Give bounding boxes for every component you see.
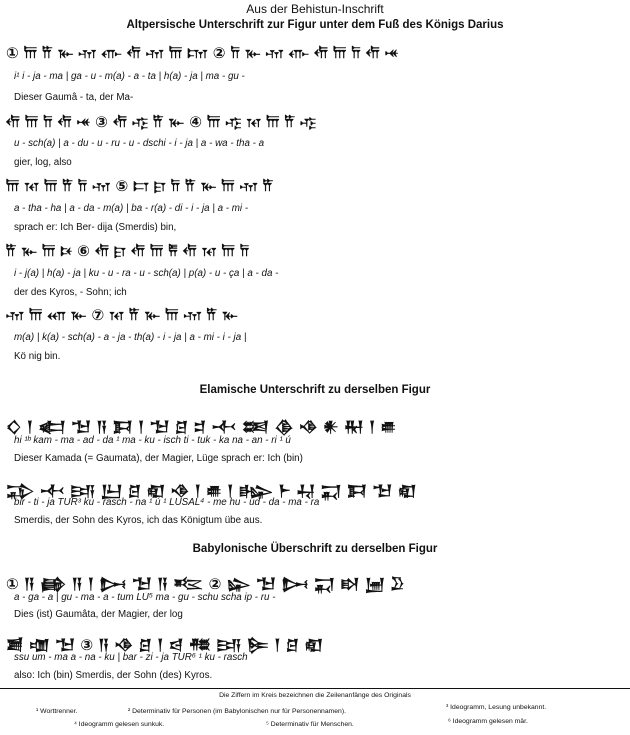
cuneiform-line: 𒋢 𒌝 𒈠 ③ 𒀀 𒈾 𒆪 𒁹 𒁀 𒍣 𒅀 𒌉 𒁹 𒆪 𒊏	[6, 636, 324, 654]
translation-line: Dieser Kamada (= Gaumata), der Magier, Lüge sprach er: Ich (bin)	[14, 453, 303, 464]
transliteration-line: hi ¹ᵇ kam - ma - ad - da ¹ ma - ku - isch ti - tuk - ka na - an - ri ¹ ú	[14, 435, 291, 446]
footnote-1: ¹ Worttrenner.	[36, 708, 78, 715]
cuneiform-line: 𐎶 𐎠 𐎧 𐎹 ⑦ 𐎰 𐎡 𐎹 𐎠 𐎶 𐎡 𐎹	[6, 306, 238, 324]
section-heading-babylonian: Babylonische Überschrift zu derselben Figur	[192, 543, 438, 555]
translation-line: Smerdis, der Sohn des Kyros, ich das Königtum übe aus.	[14, 515, 263, 526]
section-heading-elamite: Elamische Unterschrift zu derselben Figur	[199, 384, 431, 396]
transliteration-line: a - tha - ha | a - da - m(a) | ba - r(a) - di - i - ja | a - mi -	[14, 203, 249, 214]
transliteration-line: m(a) | k(a) - sch(a) - a - ja - th(a) - i - ja | a - mi - i - ja |	[14, 332, 247, 343]
footnote-circle-numbers: Die Ziffern im Kreis bezeichnen die Zeilenanfänge des Originals	[219, 692, 411, 699]
cuneiform-line: 𒁉 𒋾 𒅀 𒌨 𒆪 𒊏 𒈾 𒁹 𒌑 𒁹 𒈗 𒈨 𒄷 𒍑 𒁕 𒈠 𒊏	[6, 482, 417, 500]
footnote-2: ² Determinativ für Personen (im Babylonischen nur für Personennamen).	[128, 708, 346, 715]
footnote-6: ⁶ Ideogramm gelesen mâr.	[448, 718, 528, 725]
footnote-3: ³ Ideogramm, Lesung unbekannt.	[446, 704, 547, 711]
cuneiform-line: 𐎠 𐎰 𐎠 𐎡 𐎭 𐎶 ⑤ 𐎲 𐎼 𐎭 𐎡 𐎹 𐎠 𐎶 𐎡	[6, 177, 274, 195]
cuneiform-line: ① 𒀀 𒂵 𒀀 𒁹 𒄖 𒈠 𒀀 𒌈 ② 𒇽 𒈠 𒄖 𒍑 𒊭 𒅁 𒊒	[6, 575, 405, 593]
footnote-divider	[0, 688, 630, 689]
translation-line: Dieser Gaumâ - ta, der Ma-	[14, 92, 134, 103]
translation-line: sprach er: Ich Ber- dija (Smerdis) bin,	[14, 222, 177, 233]
translation-line: gier, log, also	[14, 157, 72, 168]
transliteration-line: a - ga - a | gu - ma - a - tum LÚ⁵ ma - gu - schu scha ip - ru -	[14, 592, 276, 603]
page-title: Aus der Behistun-Inschrift	[246, 2, 384, 16]
section-heading-old-persian: Altpersische Unterschrift zur Figur unter dem Fuß des Königs Darius	[126, 19, 504, 31]
cuneiform-line: 𐎢 𐎠 𐎭 𐎢 𐎽 ③ 𐎢 𐎺 𐎡 𐎹 ④ 𐎠 𐎺 𐎰 𐎠 𐎡 𐎺	[6, 113, 316, 131]
transliteration-line: i¹ i - ja - ma | ga - u - m(a) - a - ta | h(a) - ja | ma - gu -	[14, 71, 245, 82]
footnote-5: ⁵ Determinativ für Menschen.	[266, 721, 354, 728]
transliteration-line: u - sch(a) | a - du - u - ru - u - dschi - i - ja | a - wa - tha - a	[14, 138, 265, 149]
translation-line: Dies (ist) Gaumâta, der Magier, der log	[14, 609, 183, 620]
translation-line: der des Kyros, - Sohn; ich	[14, 287, 127, 298]
transliteration-line: bir - ti - ja TUR³ ku - rasch - na ¹ ú ¹ LUSAL⁴ - me hu - ud - da - ma - ra	[14, 497, 320, 508]
translation-line: Kö nig bin.	[14, 351, 61, 362]
cuneiform-line: 𒄭 𒁹 𒅗 𒈠 𒀀 𒁕 𒁹 𒈠 𒆪 𒄑 𒋾 𒌅 𒆠 𒈾 𒀭 𒊑 𒁹 𒌑	[6, 418, 397, 436]
footnote-4: ⁴ Ideogramm gelesen sunkuk.	[74, 721, 165, 728]
cuneiform-line: 𐎡 𐎹 𐎠 𐎴 ⑥ 𐎢 𐎼 𐎢 𐎠 𐎱 𐎢 𐎰 𐎠 𐎭	[6, 242, 250, 260]
transliteration-line: ssu um - ma a - na - ku | bar - zi - ja TUR⁶ ¹ ku - rasch	[14, 652, 248, 663]
cuneiform-line: ① 𐎠 𐎡 𐎹 𐎶 𐎥 𐎢 𐎶 𐎠 𐎫 ② 𐎭 𐎹 𐎶 𐎥 𐎢 𐎠 𐎭 𐎢 𐎽	[6, 44, 399, 62]
translation-line: also: Ich (bin) Smerdis, der Sohn (des) Kyros.	[14, 670, 213, 681]
transliteration-line: i - j(a) | h(a) - ja | ku - u - ra - u - sch(a) | p(a) - u - ça | a - da -	[14, 268, 279, 279]
